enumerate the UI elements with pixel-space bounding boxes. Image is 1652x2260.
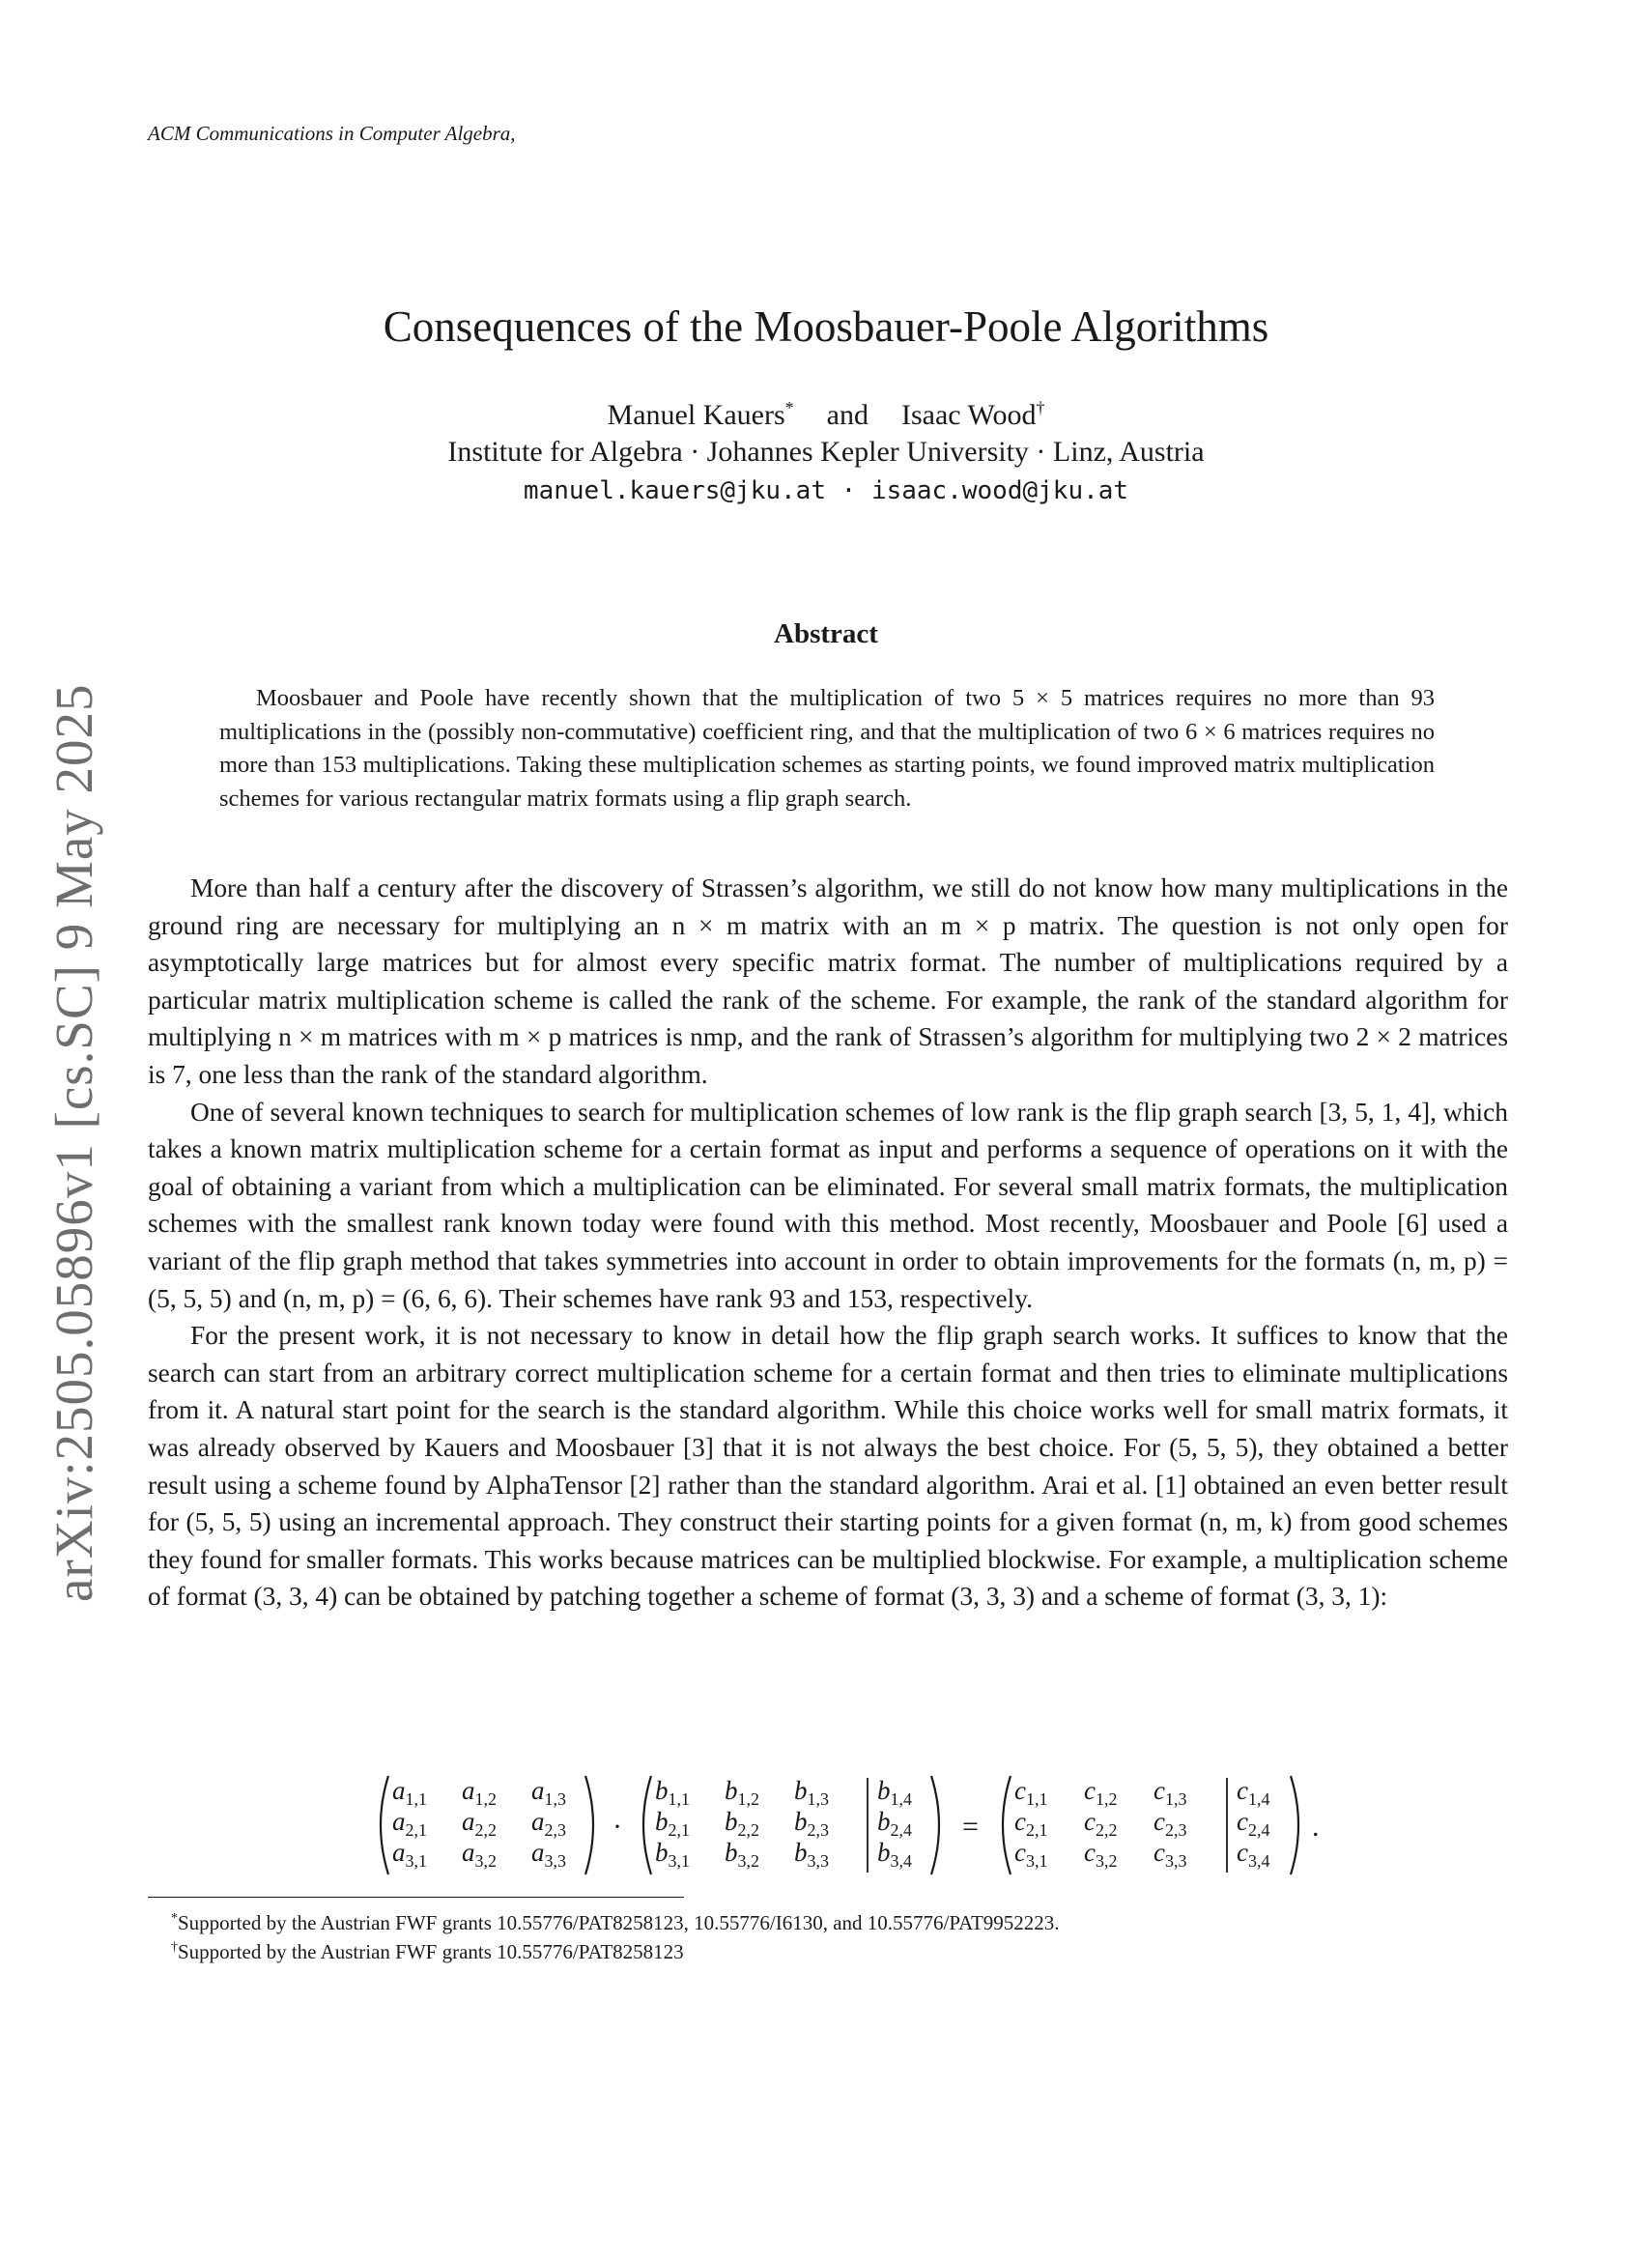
block-matrix-equation — [367, 1770, 1320, 1886]
matrix-entry: $a_{3,1}$ — [392, 1838, 427, 1871]
matrix-entry: $c_{3,2}$ — [1084, 1838, 1118, 1871]
matrix-entry: $b_{2,1}$ — [655, 1807, 690, 1840]
matrix-entry: $b_{1,1}$ — [655, 1776, 690, 1809]
matrix-entry: $c_{3,4}$ — [1237, 1838, 1270, 1871]
arxiv-identifier[interactable]: arXiv:2505.05896v1 [cs.SC] 9 May 2025 — [44, 683, 103, 1602]
matrix-entry: $a_{2,3}$ — [531, 1807, 566, 1840]
left-parenthesis — [1003, 1776, 1011, 1874]
matrix-entry: $b_{2,4}$ — [877, 1807, 912, 1840]
footnote-rule — [148, 1897, 684, 1898]
matrix-entry: $a_{1,2}$ — [462, 1776, 497, 1809]
body-paragraph: For the present work, it is not necessary to know in detail how the flip graph search works. It suffices to know that the search can start from an arbitrary correct multiplication scheme for a certain format and then tries to eliminate multiplications from it. A natural start point for the search is the standard algorithm. While this choice works well for small matrix formats, it was already observed by Kauers and Moosbauer [3] that it is not always the best choice. For (5, 5, 5), they obtained a better result using a scheme found by AlphaTensor [2] rather than the standard algorithm. Arai et al. [1] obtained an even better result for (5, 5, 5) using an incremental approach. They construct their starting points for a given format (n, m, k) from good schemes they found for smaller formats. This works because matrices can be multiplied blockwise. For example, a multiplication scheme of format (3, 3, 4) can be obtained by patching together a scheme of format (3, 3, 3) and a scheme of format (3, 3, 1): — [148, 1321, 1508, 1612]
matrix-entry: $a_{2,1}$ — [392, 1807, 427, 1840]
author-emails[interactable]: manuel.kauers@jku.at · isaac.wood@jku.at — [523, 476, 1129, 505]
matrix-entry: $c_{2,3}$ — [1154, 1807, 1187, 1840]
matrix-entry: $c_{2,2}$ — [1084, 1807, 1118, 1840]
matrix-entry: $c_{1,2}$ — [1084, 1776, 1118, 1809]
footnote-2 — [171, 1940, 684, 1964]
equation-period: . — [1312, 1811, 1320, 1843]
matrix-entry: $a_{3,2}$ — [462, 1838, 497, 1871]
footnote-1 — [171, 1911, 1060, 1935]
abstract-heading: Abstract — [774, 618, 878, 649]
matrix-entry: $b_{2,2}$ — [725, 1807, 759, 1840]
equals-sign: = — [962, 1811, 979, 1843]
matrix-entry: $c_{1,3}$ — [1154, 1776, 1187, 1809]
matrix-entry: $a_{2,2}$ — [462, 1807, 497, 1840]
paper-title: Consequences of the Moosbauer-Poole Algorithms — [383, 302, 1269, 351]
equation-graphic — [367, 1770, 1320, 1886]
left-parenthesis — [381, 1776, 388, 1874]
matrix-entry: $c_{2,1}$ — [1014, 1807, 1048, 1840]
matrix-entry: $c_{3,1}$ — [1014, 1838, 1048, 1871]
author-name: Isaac Wood — [900, 399, 1037, 431]
footnote-text: Supported by the Austrian FWF grants 10.55776/PAT8258123, 10.55776/I6130, and 10.55776/PAT9952223. — [178, 1911, 1060, 1934]
footnote-marker: * — [171, 1911, 178, 1926]
author-line — [0, 398, 1652, 432]
matrix-entry: $c_{1,4}$ — [1237, 1776, 1270, 1809]
matrix-entry: $c_{3,3}$ — [1154, 1838, 1187, 1871]
footnote-marker: † — [1036, 398, 1045, 417]
right-parenthesis — [931, 1776, 939, 1874]
author-name: Manuel Kauers — [607, 399, 785, 431]
matrix-entry: $b_{3,4}$ — [877, 1838, 912, 1871]
affiliation: Institute for Algebra · Johannes Kepler University · Linz, Austria — [447, 436, 1205, 468]
matrix-entry: $b_{1,4}$ — [877, 1776, 912, 1809]
matrix-entry: $b_{3,2}$ — [725, 1838, 759, 1871]
matrix-entry: $a_{3,3}$ — [531, 1838, 566, 1871]
matrix-entry: $c_{2,4}$ — [1237, 1807, 1270, 1840]
footnote-marker: † — [171, 1940, 178, 1955]
matrix-entry: $a_{1,1}$ — [392, 1776, 427, 1809]
left-parenthesis — [643, 1776, 651, 1874]
matrix-entry: $b_{1,3}$ — [794, 1776, 829, 1809]
journal-header: ACM Communications in Computer Algebra, — [148, 122, 516, 145]
abstract-text: Moosbauer and Poole have recently shown that the multiplication of two 5 × 5 matrices requires no more than 93 multiplications in the (possibly non-commutative) coefficient ring, and that the multiplication of two 6 × 6 matrices requires no more than 153 multiplications. Taking these multiplication schemes as starting points, we found improved matrix multiplication schemes for various rectangular matrix formats using a flip graph search. — [219, 685, 1435, 812]
right-parenthesis — [1291, 1776, 1298, 1874]
matrix-entry: $a_{1,3}$ — [531, 1776, 566, 1809]
body-paragraph: More than half a century after the discovery of Strassen’s algorithm, we still do not know how many multiplications in the ground ring are necessary for multiplying an n × m matrix with an m × p matrix. The question is not only open for asymptotically large matrices but for almost every specific matrix format. The number of multiplications required by a particular matrix multiplication scheme is called the rank of the scheme. For example, the rank of the standard algorithm for multiplying n × m matrices with m × p matrices is nmp, and the rank of Strassen’s algorithm for multiplying two 2 × 2 matrices is 7, one less than the rank of the standard algorithm. — [148, 873, 1508, 1089]
matrix-entry: $b_{3,3}$ — [794, 1838, 829, 1871]
multiply-dot: · — [612, 1811, 622, 1843]
author-conjunction: and — [826, 399, 869, 431]
body-paragraph: One of several known techniques to search for multiplication schemes of low rank is the flip graph search [3, 5, 1, 4], which takes a known matrix multiplication scheme for a certain format as input and performs a sequence of operations on it with the goal of obtaining a variant from which a multiplication can be eliminated. For several small matrix formats, the multiplication schemes with the smallest rank known today were found with this method. Most recently, Moosbauer and Poole [6] used a variant of the flip graph method that takes symmetries into account in order to obtain improvements for the formats (n, m, p) = (5, 5, 5) and (n, m, p) = (6, 6, 6). Their schemes have rank 93 and 153, respectively. — [148, 1097, 1508, 1313]
right-parenthesis — [585, 1776, 593, 1874]
footnote-marker: * — [784, 398, 794, 417]
body-text — [148, 870, 1508, 1616]
matrix-entry: $b_{2,3}$ — [794, 1807, 829, 1840]
footnote-text: Supported by the Austrian FWF grants 10.55776/PAT8258123 — [178, 1940, 684, 1963]
matrix-entry: $b_{3,1}$ — [655, 1838, 690, 1871]
matrix-entry: $b_{1,2}$ — [725, 1776, 759, 1809]
matrix-entry: $c_{1,1}$ — [1014, 1776, 1048, 1809]
